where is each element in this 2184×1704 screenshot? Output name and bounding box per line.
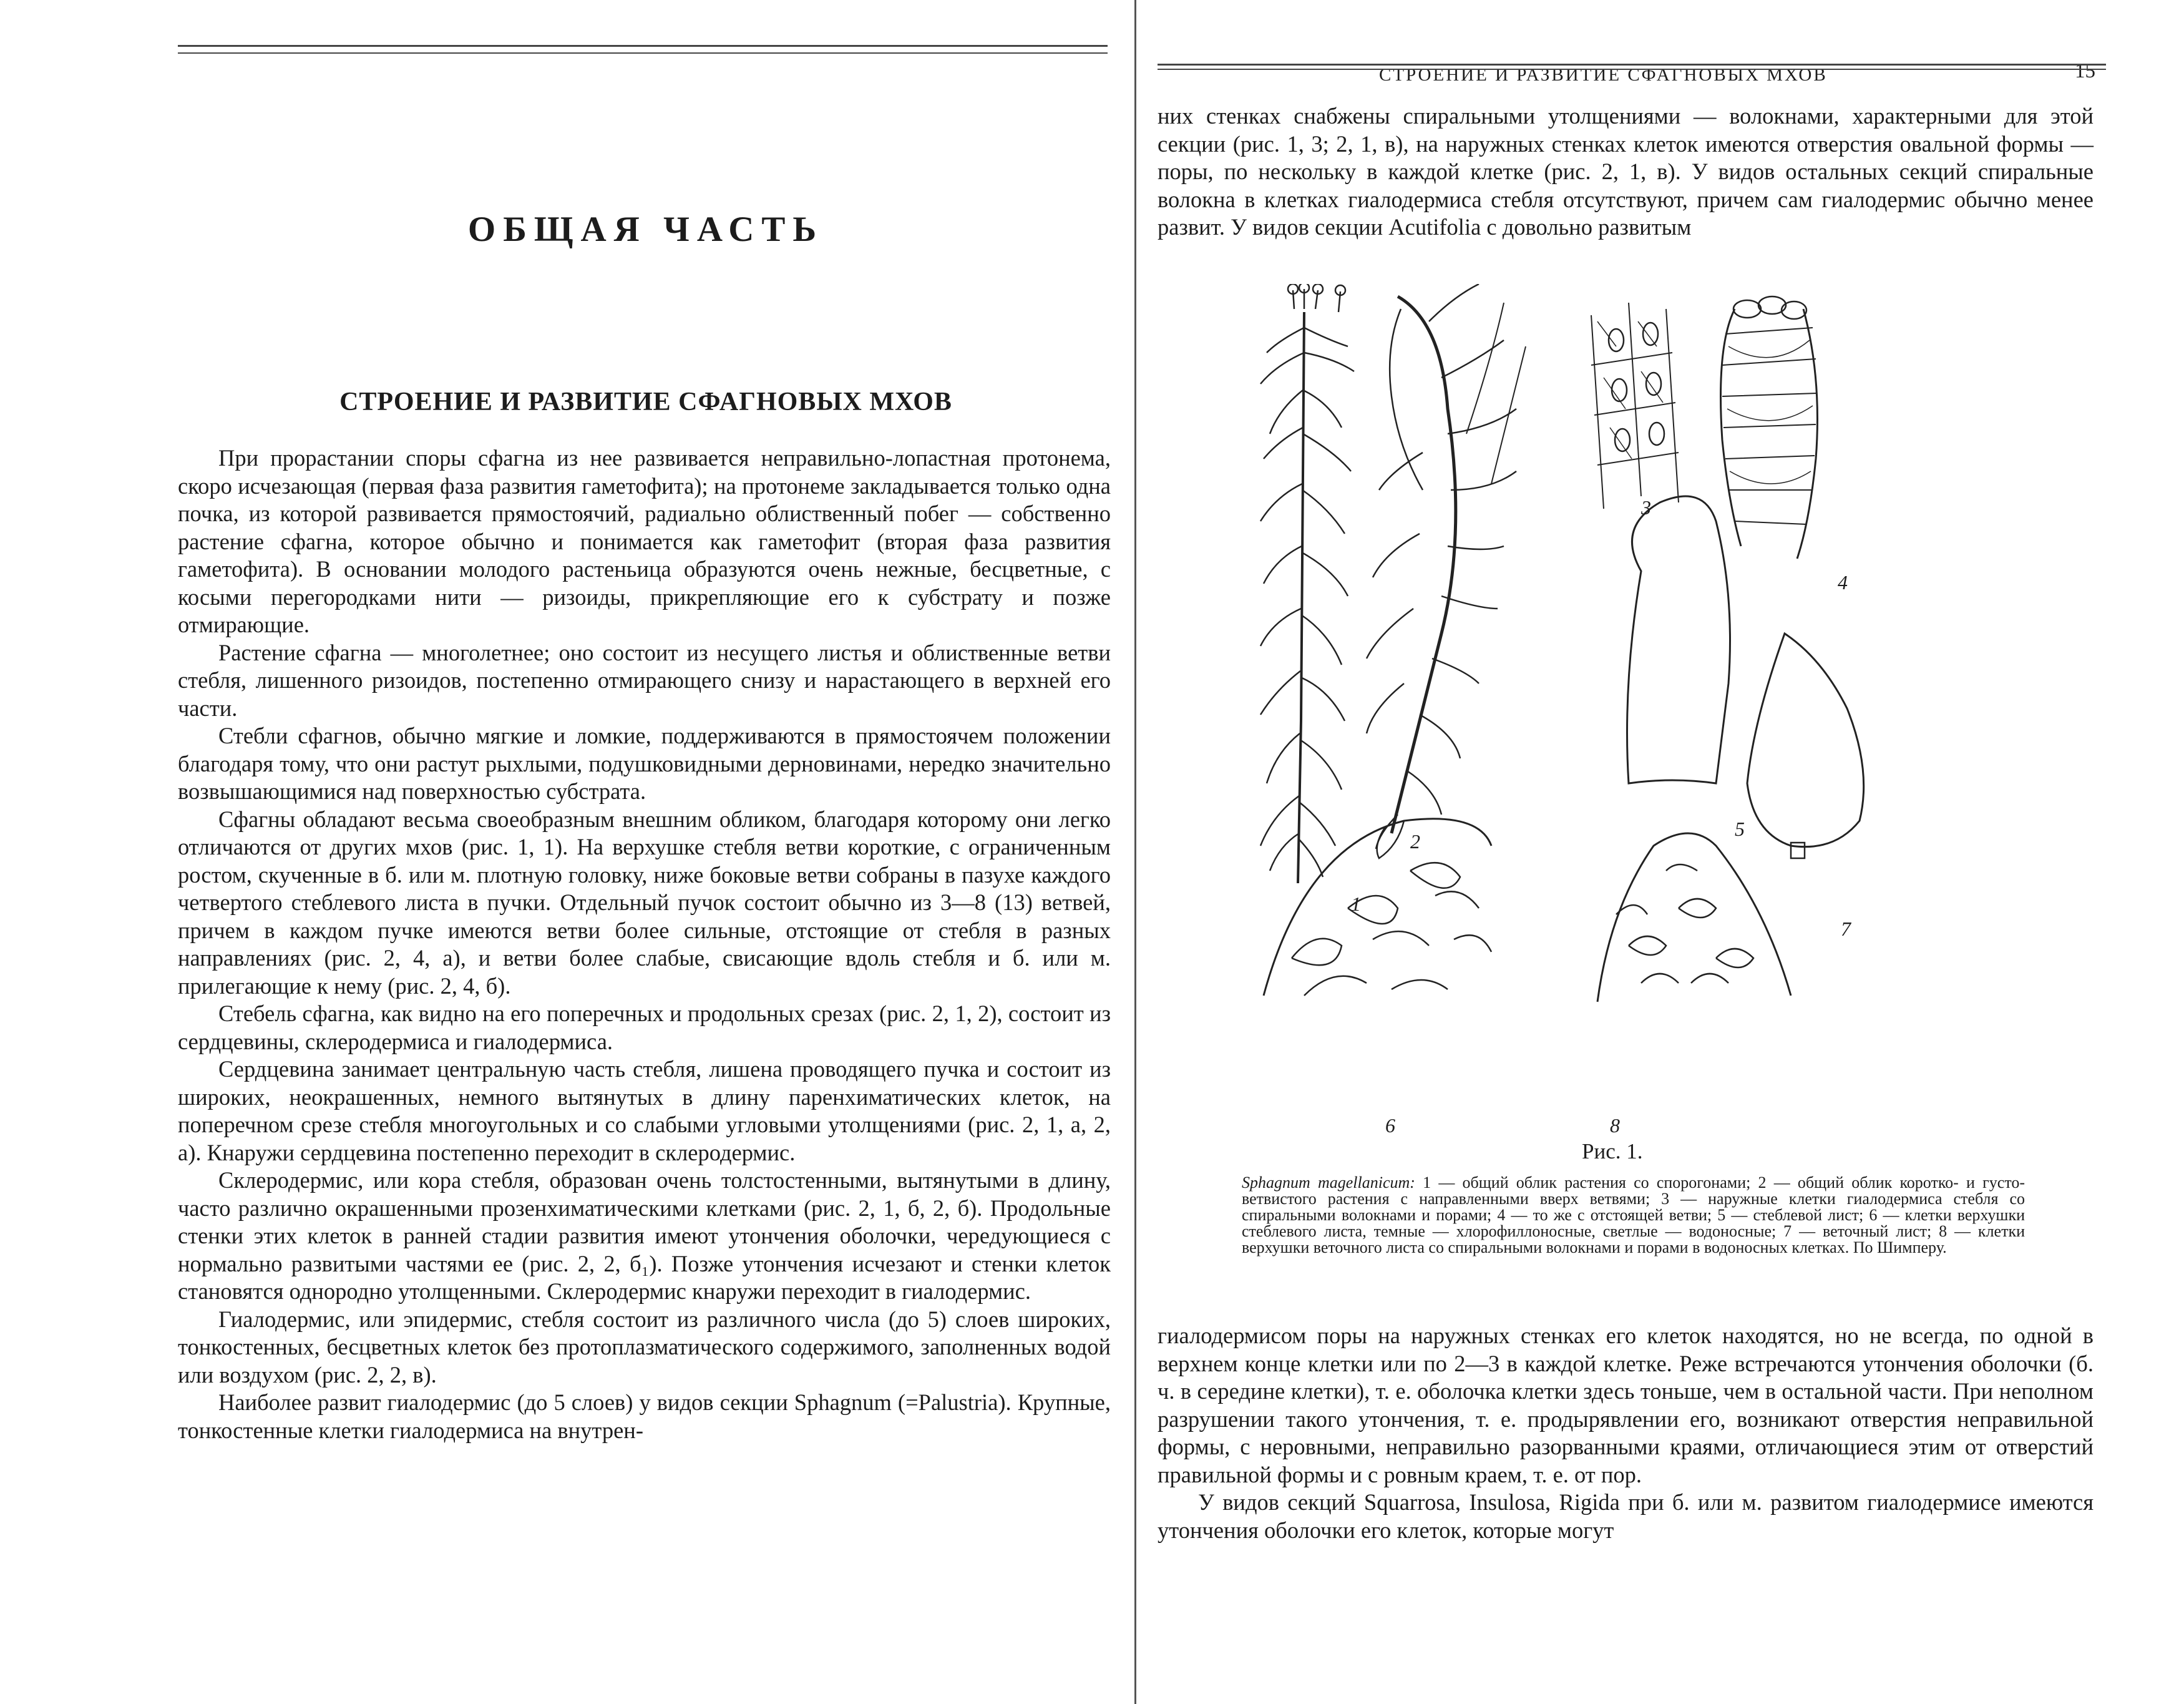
paragraph: Стебель сфагна, как видно на его поперечных и продольных срезах (рис. 2, 1, 2), состоит из сердцевины, склеродермиса и гиалодермиса. <box>178 1001 1111 1054</box>
figure-label-6: 6 <box>1385 1114 1395 1137</box>
paragraph: Стебли сфагнов, обычно мягкие и ломкие, поддерживаются в прямостоячем положении благодаря тому, что они растут рыхлыми, подушковидными дерновинами, нередко значительно возвышающимися над поверхностью субстрата. <box>178 723 1111 804</box>
dense-plant-drawing <box>1367 284 1526 858</box>
figure-label-8: 8 <box>1610 1114 1620 1137</box>
paragraph: У видов секций Squarrosa, Insulosa, Rigida при б. или м. развитом гиалодермисе имеются утончения оболочки его клеток, которые могут <box>1158 1489 2094 1543</box>
right-top-text <box>1158 102 2094 242</box>
figure-label-2: 2 <box>1410 830 1420 853</box>
figure-label-3: 3 <box>1641 496 1651 519</box>
right-bottom-text <box>1158 1322 2094 1544</box>
branch-cells-drawing <box>1721 296 1818 559</box>
figure-label-1: 1 <box>1351 893 1361 915</box>
figure-title: Рис. 1. <box>1582 1139 1643 1163</box>
paragraph: Сердцевина занимает центральную часть стебля, лишена проводящего пучка и состоит из широких, неокрашенных, немного вытянутых в длину паренхиматических клеток, на поперечном срезе стебля многоугольных и со слабыми угловыми утолщениями (рис. 2, 1, а, 2, а). Кнаружи сердцевина постепенно переходит в склеродермис. <box>178 1056 1111 1165</box>
figure-caption <box>1242 1175 2025 1256</box>
figure-1 <box>1242 284 2028 1183</box>
paragraph: Растение сфагна — многолетнее; оно состоит из несущего листья и облиственные ветви стебля, лишенного ризоидов, постепенно отмирающего снизу и нарастающего в верхней его части. <box>178 639 1111 721</box>
right-page <box>1136 0 2184 1704</box>
caption-species: Sphagnum magellanicum: <box>1242 1173 1415 1192</box>
paragraph: гиалодермисом поры на наружных стенках его клеток находятся, но не всегда, по одной в верхнем конце клетки или по 2—3 в каждой клетке. Реже встречаются утончения оболочки (б. ч. в середине клетки), т. е. оболочка клетки здесь тоньше, чем в остальной части. При неполном разрушении такого утончения, т. е. продырявлении его, возникают отверстия неправильной формы, с неровными, неправильно разорванными краями, отличающиеся этим от отверстий правильной формы и с ровным краем, т. е. от пор. <box>1158 1323 2094 1487</box>
figure-label-7: 7 <box>1841 918 1851 940</box>
leaf-base-drawing <box>1791 843 1805 858</box>
paragraph: них стенках снабжены спиральными утолщениями — волокнами, характерными для этой секции (рис. 1, 3; 2, 1, в), на наружных стенках клеток имеются отверстия овальной формы — поры, по нескольку в каждой клетке (рис. 2, 1, в). У видов остальных секций спиральные волокна в клетках гиалодермиса стебля отсутствуют, причем сам гиалодермис обычно менее развит. У видов секции Acutifolia с довольно развитым <box>1158 103 2094 240</box>
branch-leaf-drawing <box>1747 634 1864 847</box>
figure-label-5: 5 <box>1735 818 1745 840</box>
page-number: 15 <box>2075 60 2095 82</box>
left-body-text <box>178 444 1111 1444</box>
branch-leaf-apex-cells-drawing <box>1597 833 1791 1002</box>
paragraph: Склеродермис, или кора стебля, образован очень толстостенными, вытянутыми в длину, часто различно окрашенными прозенхиматическими клетками (рис. 2, 1, б, 2, б). Продольные стенки этих клеток в ранней стадии развития имеют утончения оболочки, чередующиеся с нормально развитыми частями ее (рис. 2, 2, б₁). Позже утончения исчезают и стенки клеток становятся однородно утолщенными. Склеродермис кнаружи переходит в гиалодермис. <box>178 1167 1111 1304</box>
top-rule-thin <box>178 52 1108 54</box>
part-title: ОБЩАЯ ЧАСТЬ <box>467 210 824 249</box>
caption-text: 1 — общий облик растения со спорогонами; 2 — общий облик коротко- и густо-ветвистого растения с направленными вверх ветвями; 3 — наружные клетки гиалодермиса стебля со спиральными волокнами и порами; 4 — то же с отстоящей ветви; 5 — стеблевой лист; 6 — клетки верхушки стеблевого листа, темные — хлорофиллоносные, светлые — водоносные; 7 — веточный лист; 8 — клетки верхушки веточного листа со спиральными волокнами и порами в водоносных клетках. По Шимперу. <box>1242 1173 2025 1256</box>
stem-leaf-drawing <box>1627 496 1730 783</box>
running-title: СТРОЕНИЕ И РАЗВИТИЕ СФАГНОВЫХ МХОВ <box>1379 65 1828 85</box>
figure-label-4: 4 <box>1838 571 1848 594</box>
top-rule <box>178 45 1108 47</box>
paragraph: При прорастании споры сфагна из нее развивается неправильно-лопастная протонема, скоро исчезающая (первая фаза развития гаметофита); на протонеме закладывается только одна почка, из которой развивается прямостоячий, радиально облиственный побег — собственно растение сфагна, которое обычно и понимается как гаметофит (вторая фаза развития гаметофита). В основании молодого растеньица образуются очень нежные, бесцветные, с косыми перегородками нити — ризоиды, прикрепляющие его к субстрату и позже отмирающие. <box>178 445 1111 637</box>
header-rule <box>1158 64 2106 66</box>
sphagnum-illustration <box>1242 284 2028 1183</box>
hyalodermis-cells-drawing <box>1591 303 1679 509</box>
paragraph: Гиалодермис, или эпидермис, стебля состоит из различного числа (до 5) слоев широких, тонкостенных, бесцветных клеток без протоплазматического содержимого, заполненных водой или воздухом (рис. 2, 2, в). <box>178 1306 1111 1388</box>
paragraph: Сфагны обладают весьма своеобразным внешним обликом, благодаря которому они легко отличаются от других мхов (рис. 1, 1). На верхушке стебля ветви короткие, с ограниченным ростом, скученные в б. или м. плотную головку, ниже боковые ветви собраны в пазухе каждого четвертого стеблевого листа в пучки. Отдельный пучок состоит обычно из 3—8 (13) ветвей, причем в каждом пучке имеются ветви более сильные, отстоящие от стебля в разных направлениях (рис. 2, 4, а), и ветви более слабые, свисающие вдоль стебля и б. или м. прилегающие к нему (рис. 2, 4, б). <box>178 806 1111 999</box>
plant-habit-drawing <box>1260 284 1354 883</box>
paragraph: Наиболее развит гиалодермис (до 5 слоев) у видов секции Sphagnum (=Palustria). Крупные, тонкостенные клетки гиалодермиса на внутрен- <box>178 1389 1111 1443</box>
header-rule-thin <box>1158 69 2106 70</box>
section-title: СТРОЕНИЕ И РАЗВИТИЕ СФАГНОВЫХ МХОВ <box>339 388 952 416</box>
